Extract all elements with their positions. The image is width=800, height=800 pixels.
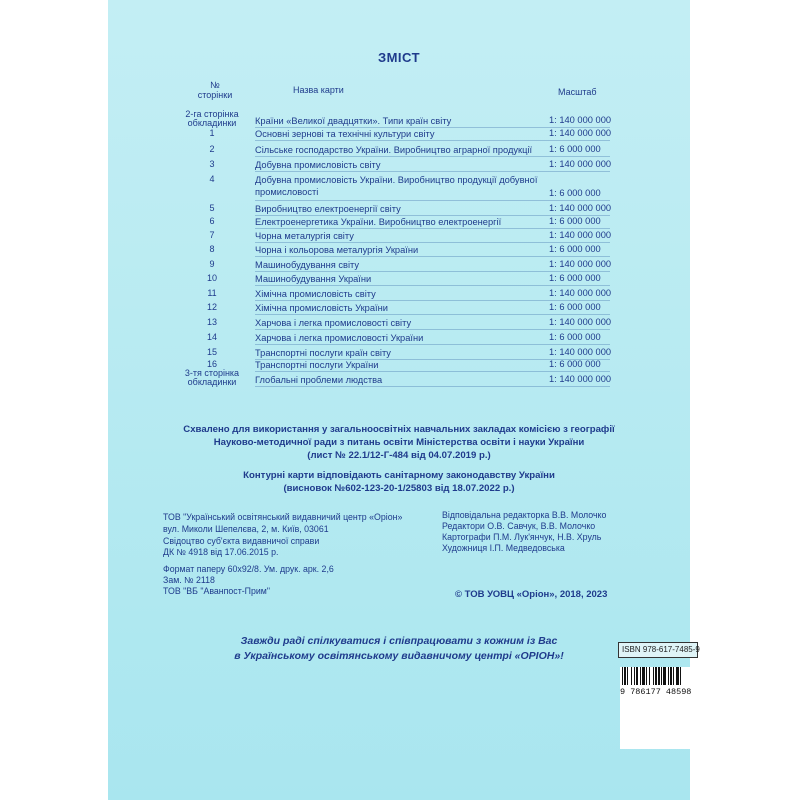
order-number: Зам. № 2118 — [163, 575, 215, 585]
toc-row-divider — [255, 344, 610, 345]
toc-row-divider — [255, 242, 610, 243]
toc-scale: 1: 6 000 000 — [549, 216, 601, 226]
hygiene-line-2: (висновок №602-123-20-1/25803 від 18.07.2022 р.) — [283, 483, 515, 494]
toc-map-name: Чорна металургія світу — [255, 231, 354, 241]
toc-scale: 1: 140 000 000 — [549, 317, 612, 327]
slogan-line-2: в Українському освітянському видавничому центрі «ОРІОН»! — [234, 650, 564, 662]
toc-scale: 1: 140 000 000 — [549, 288, 612, 298]
barcode-bar — [636, 667, 638, 685]
editors: Редактори О.В. Савчук, В.В. Молочко — [442, 521, 596, 531]
toc-row-divider — [255, 256, 610, 257]
toc-scale: 1: 140 000 000 — [549, 259, 612, 269]
barcode-bar — [649, 667, 650, 685]
barcode-number: 9 786177 48598 — [620, 687, 692, 697]
toc-scale: 1: 140 000 000 — [549, 230, 612, 240]
barcode-bar — [653, 667, 654, 685]
toc-map-name: Основні зернові та технічні культури світу — [255, 129, 435, 139]
barcode-bar — [646, 667, 647, 685]
toc-scale: 1: 140 000 000 — [549, 374, 612, 384]
toc-scale: 1: 6 000 000 — [549, 359, 601, 369]
barcode-bar — [661, 667, 662, 685]
toc-map-name: Сільське господарство України. Виробництво аграрної продукції — [255, 145, 533, 155]
header-page-number — [190, 80, 240, 100]
toc-map-name: Добувна промисловість світу — [255, 160, 381, 170]
barcode — [620, 667, 692, 749]
toc-scale: 1: 6 000 000 — [549, 244, 601, 254]
toc-row-divider — [255, 386, 610, 387]
barcode-bar — [627, 667, 628, 685]
toc-page-number: 13 — [206, 317, 217, 327]
toc-scale: 1: 140 000 000 — [549, 203, 612, 213]
toc-row-divider — [255, 300, 610, 301]
copyright: © ТОВ УОВЦ «Оріон», 2018, 2023 — [455, 589, 608, 600]
toc-row-divider — [255, 271, 610, 272]
toc-scale: 1: 6 000 000 — [549, 273, 601, 283]
publisher-certificate-number: ДК № 4918 від 17.06.2015 р. — [163, 547, 279, 557]
toc-page-number: 3 — [209, 159, 215, 169]
toc-row-divider — [255, 156, 610, 157]
editor-in-charge: Відповідальна редакторка В.В. Молочко — [442, 510, 607, 520]
approval-line-3: (лист № 22.1/12-Г-484 від 04.07.2019 р.) — [307, 450, 491, 461]
publisher-name: ТОВ "Український освітянський видавничий центр «Оріон» — [163, 512, 403, 522]
barcode-bar — [680, 667, 681, 685]
toc-map-name: Країни «Великої двадцятки». Типи країн світу — [255, 116, 452, 126]
toc-row-divider — [255, 314, 610, 315]
toc-scale: 1: 6 000 000 — [549, 144, 601, 154]
approval-line-1: Схвалено для використання у загальноосвітніх навчальних закладах комісією з географії — [183, 424, 615, 435]
toc-row-divider — [255, 200, 610, 201]
barcode-bar — [676, 667, 679, 685]
slogan-line-1: Завжди раді спілкуватися і співпрацювати з кожним із Вас — [240, 635, 558, 647]
barcode-bar — [631, 667, 632, 685]
toc-row-divider — [255, 329, 610, 330]
back-cover-page — [108, 0, 700, 800]
header-scale: Масштаб — [558, 87, 597, 97]
toc-map-name: Хімічна промисловість світу — [255, 289, 376, 299]
barcode-bar — [673, 667, 674, 685]
toc-row-divider — [255, 171, 610, 172]
cartographers: Картографи П.М. Лук'янчук, Н.В. Хруль — [442, 532, 602, 542]
toc-page-number: 4 — [209, 174, 215, 184]
barcode-bars — [620, 667, 692, 687]
contents-title: ЗМІСТ — [377, 50, 421, 65]
approval-line-2: Науково-методичної ради з питань освіти Міністерства освіти і науки України — [213, 437, 585, 448]
toc-page-number: 7 — [209, 230, 215, 240]
toc-scale: 1: 6 000 000 — [549, 188, 601, 198]
barcode-bar — [624, 667, 626, 685]
header-page-number-line1: № — [210, 80, 220, 90]
barcode-bar — [640, 667, 641, 685]
header-page-number-line2: сторінки — [197, 90, 233, 100]
toc-scale: 1: 140 000 000 — [549, 159, 612, 169]
toc-page-number: 8 — [209, 244, 215, 254]
toc-page-number: 3-тя сторінка обкладинки — [184, 368, 240, 387]
barcode-bar — [655, 667, 657, 685]
toc-map-name: Хімічна промисловість України — [255, 303, 388, 313]
toc-page-number: 1 — [209, 128, 215, 138]
toc-map-name: Транспортні послуги країн світу — [255, 348, 391, 358]
barcode-bar — [642, 667, 645, 685]
barcode-bar — [668, 667, 669, 685]
barcode-bar — [658, 667, 660, 685]
toc-map-name: Глобальні проблеми людства — [255, 375, 383, 385]
toc-map-name: Харчова і легка промисловості світу — [255, 318, 412, 328]
toc-row-divider — [255, 228, 610, 229]
toc-page-number: 15 — [206, 347, 217, 357]
barcode-bar — [670, 667, 672, 685]
isbn-label: ISBN 978-617-7485-9 — [618, 642, 698, 658]
toc-page-number: 12 — [206, 302, 217, 312]
toc-page-number: 2-га сторінка обкладинки — [185, 109, 239, 128]
illustrator: Художниця І.П. Медведовська — [442, 543, 565, 553]
toc-map-name: Добувна промисловість України. Виробництво продукції добувної промисловості — [255, 175, 538, 197]
toc-page-number: 6 — [209, 216, 215, 226]
toc-map-name: Електроенергетика України. Виробництво електроенергії — [255, 217, 502, 227]
toc-map-name: Виробництво електроенергії світу — [255, 204, 401, 214]
barcode-bar — [634, 667, 635, 685]
toc-map-name: Машинобудування України — [255, 274, 372, 284]
toc-row-divider — [255, 371, 610, 372]
publisher-certificate: Свідоцтво суб'єкта видавничої справи — [163, 536, 320, 546]
header-map-name: Назва карти — [293, 85, 344, 95]
paper-format: Формат паперу 60х92/8. Ум. друк. арк. 2,6 — [163, 564, 334, 574]
toc-page-number: 11 — [207, 288, 217, 298]
toc-page-number: 2 — [209, 144, 215, 154]
toc-scale: 1: 140 000 000 — [549, 115, 612, 125]
toc-map-name: Транспортні послуги України — [255, 360, 379, 370]
publisher-address: вул. Миколи Шепелєва, 2, м. Київ, 03061 — [163, 524, 329, 534]
barcode-bar — [622, 667, 623, 685]
toc-row-divider — [255, 285, 610, 286]
toc-map-name: Машинобудування світу — [255, 260, 360, 270]
toc-page-number: 9 — [209, 259, 215, 269]
toc-scale: 1: 6 000 000 — [549, 332, 601, 342]
toc-map-name: Харчова і легка промисловості України — [255, 333, 424, 343]
barcode-bar — [663, 667, 666, 685]
toc-map-name: Чорна і кольорова металургія України — [255, 245, 419, 255]
hygiene-line-1: Контурні карти відповідають санітарному законодавству України — [243, 470, 555, 481]
toc-page-number: 14 — [206, 332, 217, 342]
toc-row-divider — [255, 140, 610, 141]
toc-page-number: 16 — [206, 359, 217, 369]
printer-name: ТОВ "ВБ "Аванпост-Прим" — [163, 586, 270, 596]
toc-page-number: 10 — [206, 273, 217, 283]
toc-scale: 1: 140 000 000 — [549, 128, 612, 138]
toc-scale: 1: 140 000 000 — [549, 347, 612, 357]
toc-scale: 1: 6 000 000 — [549, 302, 601, 312]
toc-page-number: 5 — [209, 203, 215, 213]
